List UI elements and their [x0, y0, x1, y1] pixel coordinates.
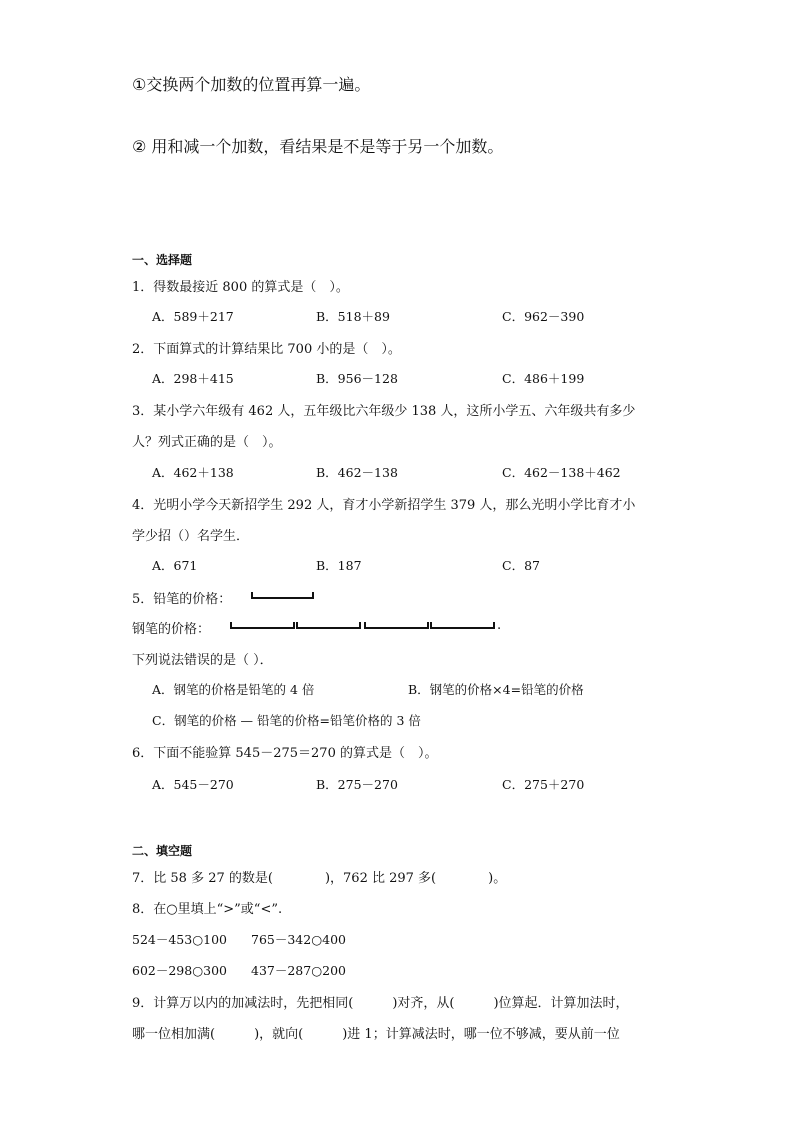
question-9: 9．计算万以内的加减法时，先把相同( )对齐，从( )位算起．计算加法时，	[132, 996, 629, 1011]
question-5-period: .	[497, 618, 502, 633]
option-1b: B．518＋89	[316, 309, 390, 324]
pen-price-bar-1	[230, 622, 295, 629]
option-2a: A．298＋415	[152, 371, 234, 386]
option-2c: C．486＋199	[502, 371, 585, 386]
compare-1: 524－453○100	[132, 932, 227, 947]
question-8: 8．在○里填上“>”或“<”.	[132, 902, 283, 917]
option-5c: C．钢笔的价格 — 铅笔的价格=铅笔价格的 3 倍	[152, 713, 421, 728]
section-title-choice: 一、选择题	[132, 253, 193, 267]
question-3: 3．某小学六年级有 462 人，五年级比六年级少 138 人，这所小学五、六年级共有多少	[132, 404, 636, 419]
question-4-cont: 学少招（）名学生．	[132, 529, 250, 544]
verify-step-2: ② 用和减一个加数，看结果是不是等于另一个加数。	[132, 137, 504, 156]
section-title-fill: 二、填空题	[132, 844, 193, 858]
pen-price-bar-2	[296, 622, 361, 629]
option-3b: B．462－138	[316, 465, 398, 480]
question-5-prompt: 下列说法错误的是（ ）．	[132, 653, 273, 668]
option-6b: B．275－270	[316, 777, 398, 792]
compare-4: 437－287○200	[251, 963, 346, 978]
pen-price-bar-3	[364, 622, 429, 629]
option-6a: A．545－270	[152, 777, 234, 792]
question-2: 2．下面算式的计算结果比 700 小的是（ ）。	[132, 342, 401, 357]
option-1c: C．962－390	[502, 309, 585, 324]
option-3c: C．462－138＋462	[502, 465, 621, 480]
question-5: 5．铅笔的价格：	[132, 592, 232, 607]
option-2b: B．956－128	[316, 371, 398, 386]
option-4b: B．187	[316, 558, 362, 573]
question-6: 6．下面不能验算 545－275＝270 的算式是（ ）。	[132, 746, 438, 761]
option-4c: C．87	[502, 558, 540, 573]
compare-2: 765－342○400	[251, 932, 346, 947]
option-3a: A．462＋138	[152, 465, 234, 480]
question-4: 4．光明小学今天新招学生 292 人，育才小学新招学生 379 人，那么光明小学比育才小	[132, 498, 636, 513]
pencil-price-bar	[251, 592, 314, 599]
option-5a: A．钢笔的价格是铅笔的 4 倍	[152, 682, 315, 697]
option-5b: B．钢笔的价格×4=铅笔的价格	[408, 682, 584, 697]
compare-3: 602－298○300	[132, 963, 227, 978]
question-5-pen-label: 钢笔的价格：	[132, 622, 211, 637]
option-6c: C．275＋270	[502, 777, 585, 792]
question-7: 7．比 58 多 27 的数是( )，762 比 297 多( )。	[132, 871, 507, 886]
option-4a: A．671	[152, 558, 198, 573]
pen-price-bar-4	[430, 622, 495, 629]
question-1: 1．得数最接近 800 的算式是（ ）。	[132, 280, 349, 295]
option-1a: A．589＋217	[152, 309, 234, 324]
question-3-cont: 人？列式正确的是（ ）。	[132, 435, 282, 450]
question-9-cont: 哪一位相加满( )，就向( )进 1；计算减法时，哪一位不够减，要从前一位	[132, 1027, 620, 1042]
verify-step-1: ①交换两个加数的位置再算一遍。	[132, 75, 371, 94]
